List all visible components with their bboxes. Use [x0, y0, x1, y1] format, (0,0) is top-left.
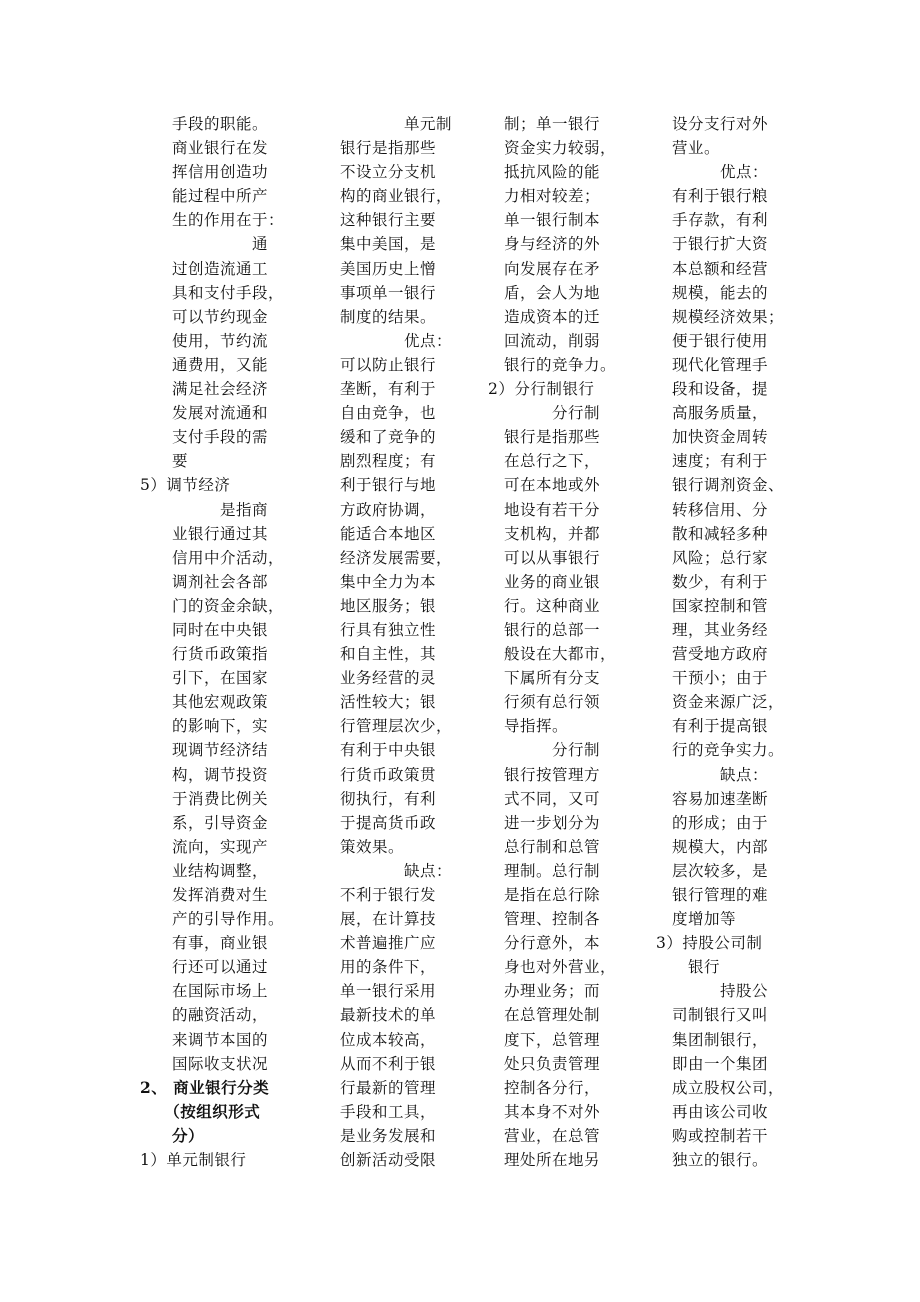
- text-line: 单一银行采用: [340, 982, 437, 1001]
- text-line: 术普遍推广应: [340, 934, 437, 953]
- text-line: 集团制银行，: [656, 1030, 769, 1049]
- text-line: 于银行扩大资: [656, 235, 769, 254]
- text-line: 2）分行制银行: [488, 380, 595, 399]
- text-line: 的融资活动，: [140, 1006, 269, 1025]
- text-line: 手段和工具，: [340, 1102, 437, 1121]
- text-line: 银行调剂资金、: [656, 476, 785, 495]
- text-line: 是指商: [140, 500, 269, 519]
- text-line: 经济发展需要，: [340, 548, 453, 567]
- text-line: 具和支付手段，: [140, 283, 285, 302]
- text-line: 现调节经济结: [140, 741, 269, 760]
- text-line: 活性较大；银: [340, 693, 437, 712]
- text-line: 营受地方政府: [656, 645, 769, 664]
- text-line: 速度；有利于: [656, 452, 769, 471]
- text-line: 分行制: [488, 404, 601, 423]
- text-line: 资金实力较弱，: [488, 139, 617, 158]
- text-line: 的形成；由于: [656, 813, 769, 832]
- text-line: 集中美国，是: [340, 235, 437, 254]
- text-line: 有利于中央银: [340, 741, 437, 760]
- text-line: 银行: [656, 958, 721, 977]
- text-line: 抵抗风险的能: [488, 163, 601, 182]
- text-line: 地设有若干分: [488, 500, 601, 519]
- text-line: 优点：: [340, 331, 453, 350]
- text-line: 单元制: [340, 115, 453, 133]
- text-line: 银行是指那些: [340, 139, 437, 158]
- text-line: 规模大，内部: [656, 837, 769, 856]
- text-line: 理，其业务经: [656, 620, 769, 639]
- text-line: 散和减轻多种: [656, 524, 769, 543]
- text-line: 垄断，有利于: [340, 380, 437, 399]
- text-line: 导指挥。: [488, 717, 569, 736]
- text-line: 业务经营的灵: [340, 669, 437, 688]
- text-line: 门的资金余缺，: [140, 596, 285, 615]
- text-line: 力相对较差；: [488, 187, 601, 206]
- text-line: 缓和了竞争的: [340, 428, 437, 447]
- text-line: 缺点：: [340, 861, 453, 880]
- text-line: 其他宏观政策: [140, 693, 269, 712]
- text-line: 资金来源广泛，: [656, 693, 785, 712]
- text-line: 要: [140, 452, 189, 471]
- text-line: 办理业务；而: [488, 982, 601, 1001]
- text-line: 有利于银行粮: [656, 187, 769, 206]
- text-line: 发挥消费对生: [140, 886, 269, 904]
- text-line: 信用中介活动，: [140, 548, 285, 567]
- text-line: 缺点：: [656, 765, 769, 784]
- text-line: 控制各分行，: [488, 1078, 601, 1097]
- text-line: 本总额和经营: [656, 259, 769, 278]
- text-line: 造成资本的迁: [488, 307, 601, 326]
- text-line: 过创造流通工: [140, 259, 269, 278]
- text-line: 满足社会经济: [140, 380, 269, 399]
- text-line: 独立的银行。: [656, 1151, 769, 1170]
- text-line: 产的引导作用。: [140, 910, 285, 929]
- text-line: 身与经济的外: [488, 235, 601, 254]
- text-line: 创新活动受限: [340, 1151, 437, 1170]
- text-line: 手段的职能。: [140, 115, 269, 133]
- text-line: 分）: [140, 1125, 205, 1145]
- text-line: 集中全力为本: [340, 572, 437, 591]
- text-line: 剧烈程度；有: [340, 452, 437, 471]
- text-line: 能过程中所产: [140, 187, 269, 206]
- text-line: 下属所有分支: [488, 669, 601, 688]
- text-line: 在总行之下，: [488, 452, 601, 471]
- text-line: 单一银行制本: [488, 211, 601, 230]
- text-line: 构，调节投资: [140, 765, 269, 784]
- text-line: 自由竞争，也: [340, 404, 437, 423]
- text-line: 从而不利于银: [340, 1054, 437, 1073]
- text-line: 这种银行主要: [340, 211, 437, 230]
- text-line: 使用，节约流: [140, 331, 269, 350]
- text-line: 国家控制和管: [656, 596, 769, 615]
- text-line: 展，在计算技: [340, 910, 437, 929]
- text-line: 于消费比例关: [140, 789, 269, 808]
- text-line: 手存款，有利: [656, 211, 769, 230]
- text-line: 引下，在国家: [140, 669, 269, 688]
- text-line: 购或控制若干: [656, 1126, 769, 1145]
- text-line: 般设在大都市，: [488, 645, 617, 664]
- text-line: 生的作用在于：: [140, 211, 285, 230]
- text-line: 行最新的管理: [340, 1078, 437, 1097]
- text-line: 数少，有利于: [656, 572, 769, 591]
- text-line: 再由该公司收: [656, 1102, 769, 1121]
- text-line: 规模，能去的: [656, 283, 769, 302]
- text-line: 是指在总行除: [488, 886, 601, 904]
- text-line: 干预小；由于: [656, 669, 769, 688]
- text-line: 3）持股公司制: [656, 934, 763, 953]
- text-line: 理处所在地另: [488, 1151, 601, 1170]
- text-line: 现代化管理手: [656, 355, 769, 374]
- text-line: 行具有独立性: [340, 620, 437, 639]
- text-line: 通费用，又能: [140, 355, 269, 374]
- text-line: 支机构，并都: [488, 524, 601, 543]
- text-line: 可以节约现金: [140, 307, 269, 326]
- text-line: 风险；总行家: [656, 548, 769, 567]
- text-line: 彻执行，有利: [340, 789, 437, 808]
- text-line: 业务的商业银: [488, 572, 601, 591]
- text-line: 可在本地或外: [488, 476, 601, 495]
- text-line: 用的条件下，: [340, 958, 437, 977]
- text-line: 规模经济效果；: [656, 307, 785, 326]
- text-line: 构的商业银行，: [340, 187, 453, 206]
- text-line: 管理、控制各: [488, 910, 601, 929]
- text-line: 商业银行在发: [140, 139, 269, 158]
- text-line: 来调节本国的: [140, 1030, 269, 1049]
- text-line: 盾，会人为地: [488, 283, 601, 302]
- text-line: 度下，总管理: [488, 1030, 601, 1049]
- text-line: 行货币政策指: [140, 645, 269, 664]
- text-line: 理制。总行制: [488, 861, 601, 880]
- text-line: 支付手段的需: [140, 428, 269, 447]
- text-line: 最新技术的单: [340, 1006, 437, 1025]
- text-line: 不利于银行发: [340, 886, 437, 904]
- column-4: [656, 112, 796, 1172]
- text-line: 加快资金周转: [656, 428, 769, 447]
- text-line: 可以从事银行: [488, 548, 601, 567]
- text-line: 地区服务；银: [340, 596, 437, 615]
- text-line: 分行意外，本: [488, 934, 601, 953]
- text-line: 和自主性，其: [340, 645, 437, 664]
- text-line: 银行管理的难: [656, 886, 769, 904]
- text-line: （按组织形式: [140, 1101, 261, 1121]
- text-line: 银行的竞争力。: [488, 355, 617, 374]
- text-line: 分行制: [488, 741, 601, 760]
- text-line: 司制银行又叫: [656, 1006, 769, 1025]
- text-line: 美国历史上憎: [340, 259, 437, 278]
- text-line: 营业。: [656, 139, 721, 158]
- text-line: 营业，在总管: [488, 1126, 601, 1145]
- text-line: 通: [140, 235, 269, 254]
- text-line: 制；单一银行: [488, 115, 601, 133]
- text-line: 身也对外营业，: [488, 958, 617, 977]
- text-line: 有利于提高银: [656, 717, 769, 736]
- text-line: 高服务质量，: [656, 404, 769, 423]
- text-line: 业银行通过其: [140, 524, 269, 543]
- text-line: 其本身不对外: [488, 1102, 601, 1121]
- text-line: 转移信用、分: [656, 500, 769, 519]
- text-line: 系，引导资金: [140, 813, 269, 832]
- text-line: 成立股权公司，: [656, 1078, 785, 1097]
- text-line: 银行的总部一: [488, 620, 601, 639]
- text-line: 是业务发展和: [340, 1126, 437, 1145]
- text-line: 国际收支状况: [140, 1054, 269, 1073]
- text-line: 容易加速垄断: [656, 789, 769, 808]
- text-line: 回流动，削弱: [488, 331, 601, 350]
- text-line: 可以防止银行: [340, 355, 437, 374]
- text-line: 制度的结果。: [340, 307, 437, 326]
- text-line: 5）调节经济: [140, 476, 231, 495]
- text-line: 行的竞争实力。: [656, 741, 785, 760]
- text-line: 有事，商业银: [140, 934, 269, 953]
- text-line: 在国际市场上: [140, 982, 269, 1001]
- text-line: 调剂社会各部: [140, 572, 269, 591]
- text-line: 行管理层次少，: [340, 717, 453, 736]
- text-line: 方政府协调，: [340, 500, 437, 519]
- text-line: 利于银行与地: [340, 476, 437, 495]
- text-line: 发展对流通和: [140, 404, 269, 423]
- text-line: 位成本较高，: [340, 1030, 437, 1049]
- text-line: 优点：: [656, 163, 769, 182]
- text-line: 银行按管理方: [488, 765, 601, 784]
- text-line: 能适合本地区: [340, 524, 437, 543]
- text-line: 行还可以通过: [140, 958, 269, 977]
- text-line: 于提高货币政: [340, 813, 437, 832]
- text-line: 策效果。: [340, 837, 405, 856]
- text-line: 业结构调整，: [140, 861, 269, 880]
- text-line: 流向，实现产: [140, 837, 269, 856]
- text-line: 事项单一银行: [340, 283, 437, 302]
- text-line: 段和设备，提: [656, 380, 769, 399]
- text-line: 进一步划分为: [488, 813, 601, 832]
- column-2: [340, 112, 470, 1172]
- text-line: 挥信用创造功: [140, 163, 269, 182]
- text-line: 总行制和总管: [488, 837, 601, 856]
- text-line: 设分支行对外: [656, 115, 769, 133]
- text-line: 处只负责管理: [488, 1054, 601, 1073]
- text-line: 行货币政策贯: [340, 765, 437, 784]
- text-line: 度增加等: [656, 910, 737, 929]
- column-3: [488, 112, 628, 1172]
- text-line: 即由一个集团: [656, 1054, 769, 1073]
- text-line: 1）单元制银行: [140, 1151, 247, 1170]
- text-line: 2、 商业银行分类: [140, 1077, 270, 1097]
- text-line: 不设立分支机: [340, 163, 437, 182]
- text-line: 银行是指那些: [488, 428, 601, 447]
- text-line: 向发展存在矛: [488, 259, 601, 278]
- text-line: 行须有总行领: [488, 693, 601, 712]
- text-line: 在总管理处制: [488, 1006, 601, 1025]
- text-line: 行。这种商业: [488, 596, 601, 615]
- text-line: 便于银行使用: [656, 331, 769, 350]
- text-line: 持股公: [656, 982, 769, 1001]
- text-line: 式不同，又可: [488, 789, 601, 808]
- text-line: 同时在中央银: [140, 620, 269, 639]
- text-line: 的影响下，实: [140, 717, 269, 736]
- column-1: [140, 112, 290, 1172]
- text-line: 层次较多，是: [656, 861, 769, 880]
